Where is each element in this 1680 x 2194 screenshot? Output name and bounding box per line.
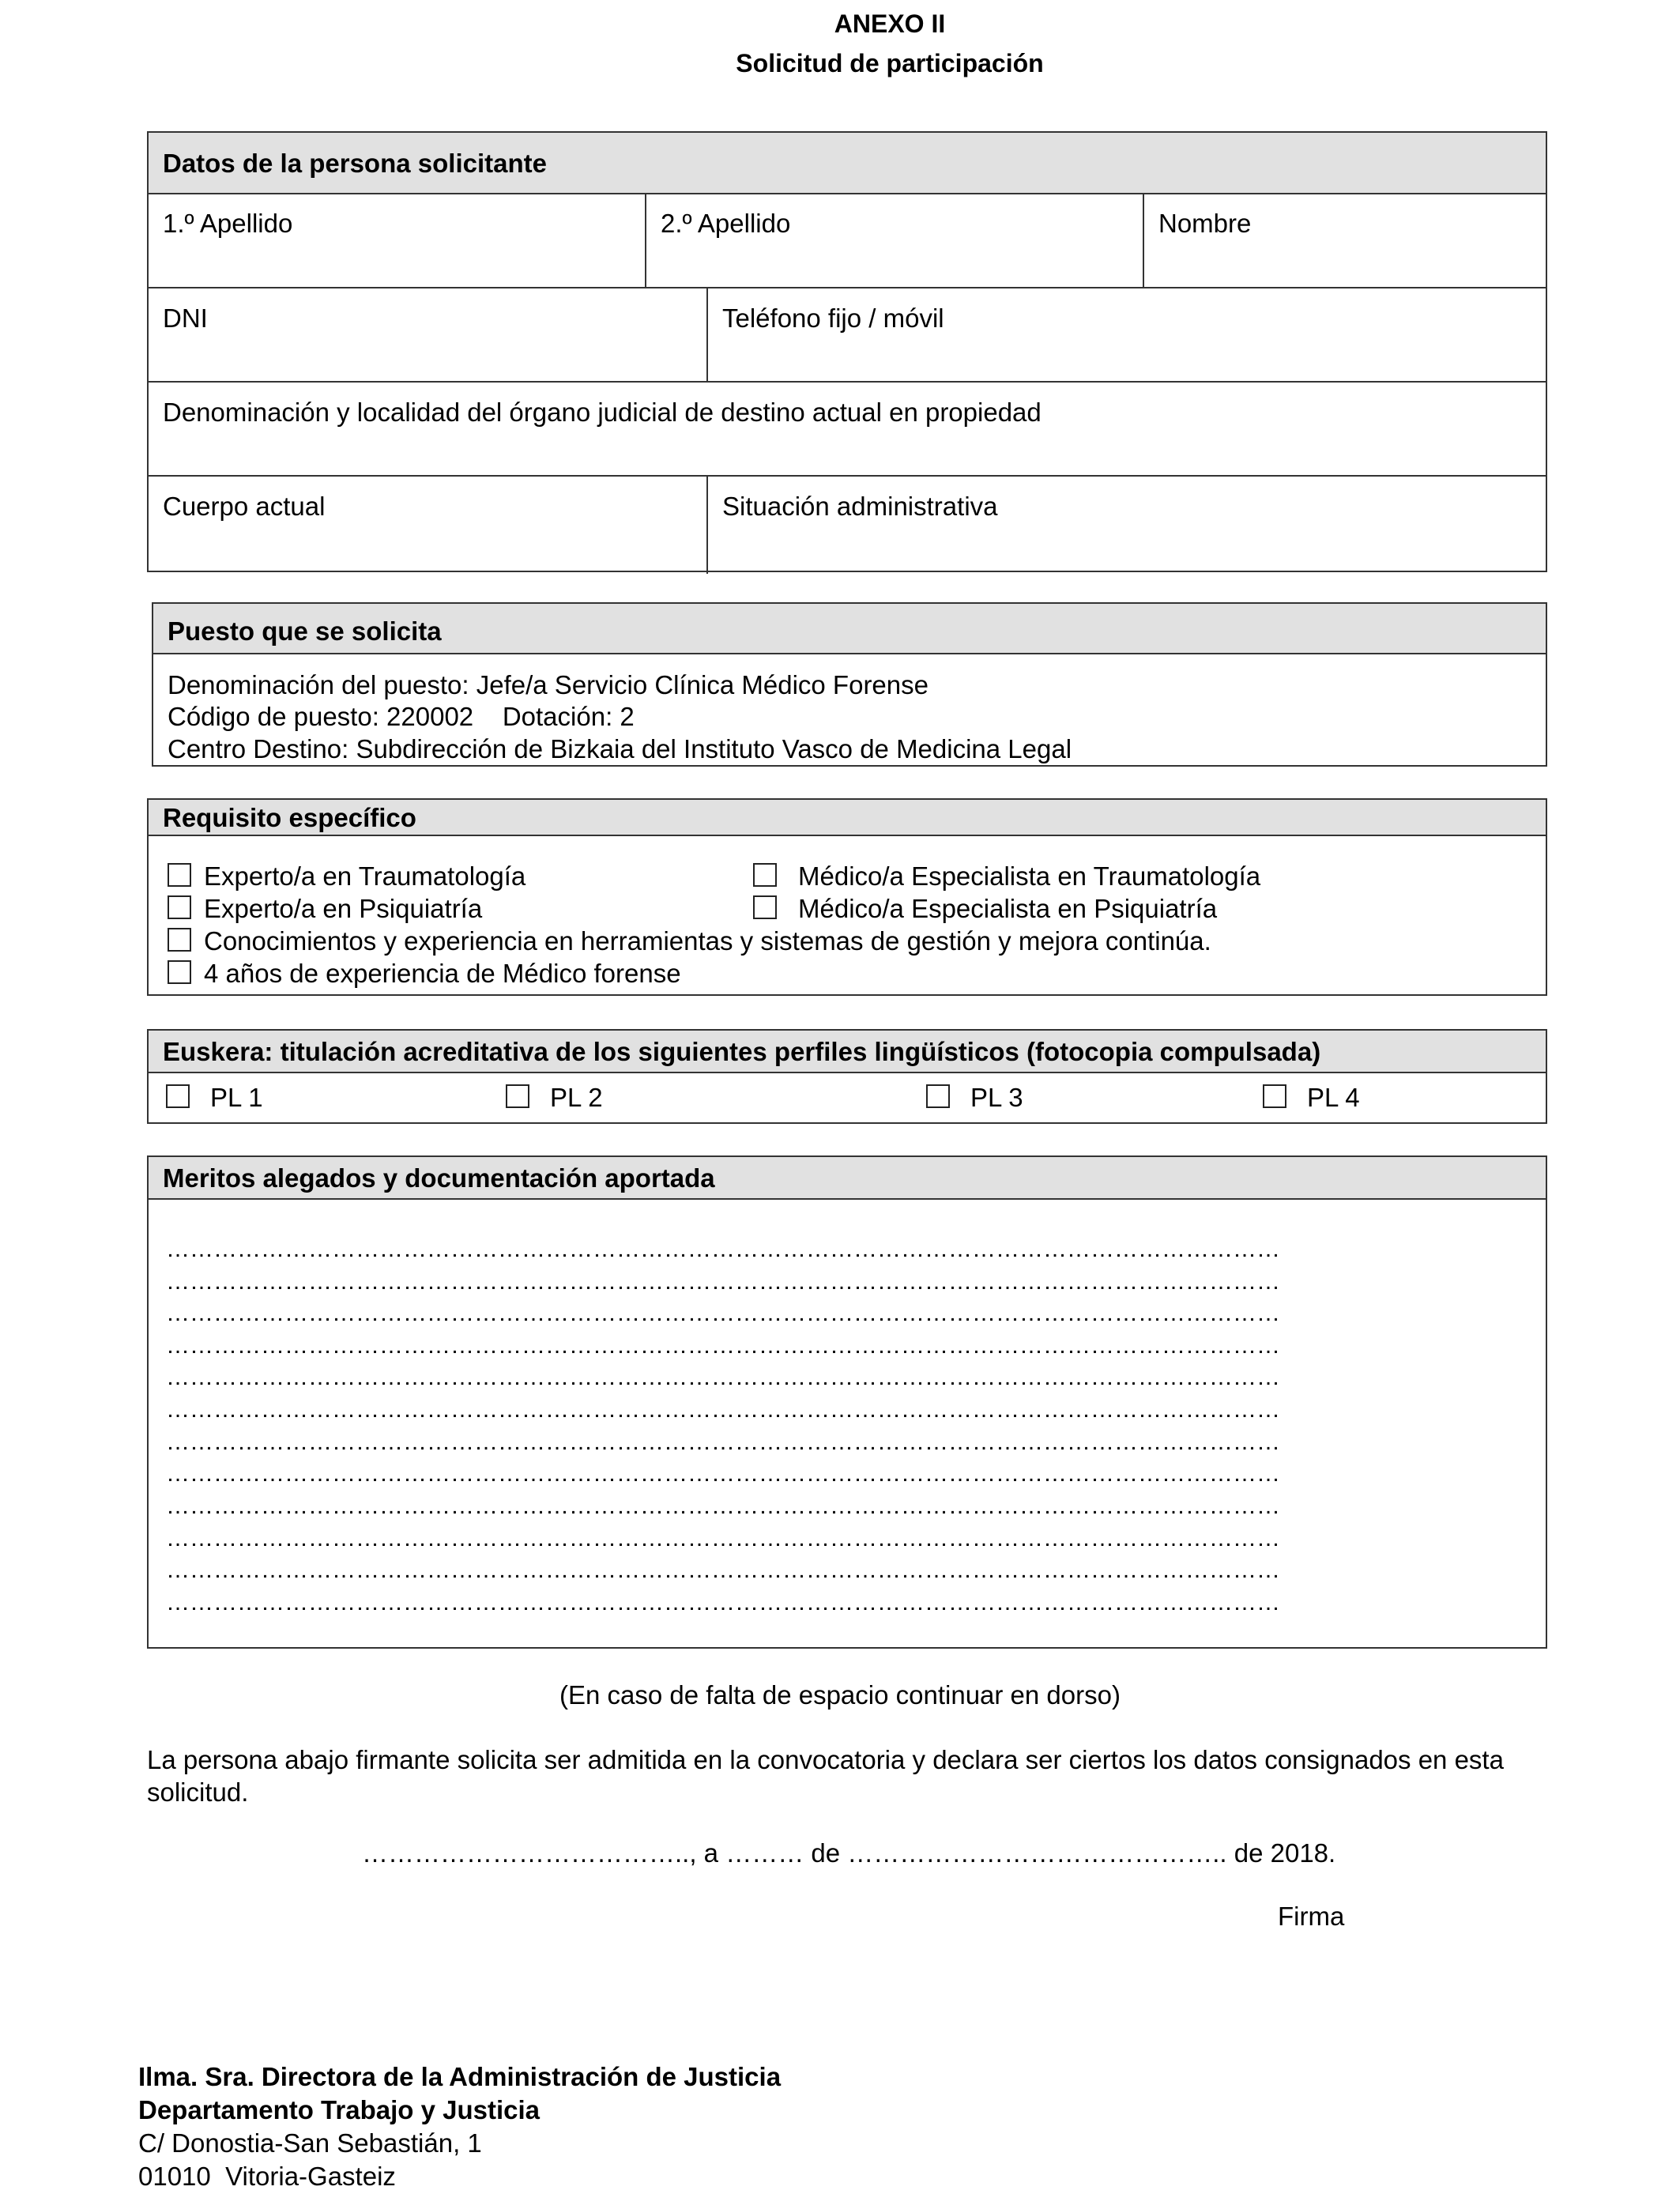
surname2-label: 2.º Apellido	[661, 209, 791, 238]
checkbox-management-experience[interactable]	[168, 928, 191, 952]
merits-dotted-line: ……………………………………………………………………………………………………………………………	[166, 1525, 1280, 1551]
position-center: Centro Destino: Subdirección de Bizkaia del Instituto Vasco de Medicina Legal	[168, 734, 1072, 763]
merits-dotted-line: ……………………………………………………………………………………………………………………………	[166, 1364, 1280, 1390]
phone-field[interactable]	[708, 288, 1547, 381]
merits-dotted-line: ……………………………………………………………………………………………………………………………	[166, 1557, 1280, 1583]
checkbox-pl1[interactable]	[166, 1084, 190, 1108]
status-field[interactable]	[708, 476, 1547, 571]
surname1-label: 1.º Apellido	[163, 209, 293, 238]
phone-label: Teléfono fijo / móvil	[722, 303, 944, 333]
trauma-expert-label: Experto/a en Traumatología	[204, 861, 526, 891]
addressee-street: C/ Donostia-San Sebastián, 1	[138, 2128, 482, 2158]
merits-dotted-line: ……………………………………………………………………………………………………………………………	[166, 1429, 1280, 1455]
signature-label: Firma	[1278, 1902, 1345, 1931]
position-section	[152, 602, 1547, 767]
applicant-section	[147, 131, 1547, 572]
form-subtitle: Solicitud de participación	[736, 49, 1044, 77]
addressee-block	[138, 2060, 781, 2193]
position-name: Denominación del puesto: Jefe/a Servicio Clínica Médico Forense	[168, 670, 929, 699]
merits-dotted-line: ……………………………………………………………………………………………………………………………	[166, 1269, 1280, 1295]
management-experience-label: Conocimientos y experiencia en herramientas y sistemas de gestión y mejora continúa.	[204, 926, 1211, 956]
euskera-heading: Euskera: titulación acreditativa de los siguientes perfiles lingüísticos (fotocopia compulsada)	[149, 1031, 1546, 1073]
requirement-heading: Requisito específico	[149, 800, 1546, 836]
merits-dotted-line: ……………………………………………………………………………………………………………………………	[166, 1333, 1280, 1359]
psych-expert-label: Experto/a en Psiquiatría	[204, 894, 483, 923]
declaration-text: La persona abajo firmante solicita ser admitida en la convocatoria y declara ser ciertos los datos consignados en esta solicitud.	[147, 1745, 1504, 1807]
status-label: Situación administrativa	[722, 492, 998, 521]
checkbox-trauma-specialist[interactable]	[753, 863, 777, 887]
addressee-department: Departamento Trabajo y Justicia	[138, 2095, 541, 2124]
checkbox-pl4[interactable]	[1263, 1084, 1286, 1108]
merits-dotted-line: ……………………………………………………………………………………………………………………………	[166, 1589, 1280, 1615]
checkbox-pl3[interactable]	[926, 1084, 950, 1108]
trauma-specialist-label: Médico/a Especialista en Traumatología	[798, 861, 1261, 891]
addressee-title: Ilma. Sra. Directora de la Administración de Justicia	[138, 2062, 782, 2091]
body-field[interactable]	[149, 476, 706, 571]
checkbox-trauma-expert[interactable]	[168, 863, 191, 887]
checkbox-psych-expert[interactable]	[168, 895, 191, 919]
checkbox-pl2[interactable]	[506, 1084, 529, 1108]
merits-dotted-line: ……………………………………………………………………………………………………………………………	[166, 1397, 1280, 1423]
addressee-city: 01010 Vitoria-Gasteiz	[138, 2162, 396, 2191]
date-line: ……………………………….., a ……… de …………………………………….. de 2018.	[362, 1838, 1336, 1868]
checkbox-forensic-experience[interactable]	[168, 960, 191, 984]
merits-dotted-line: ……………………………………………………………………………………………………………………………	[166, 1461, 1280, 1487]
merits-dotted-line: ……………………………………………………………………………………………………………………………	[166, 1493, 1280, 1519]
applicant-heading: Datos de la persona solicitante	[149, 133, 1546, 194]
checkbox-psych-specialist[interactable]	[753, 895, 777, 919]
pl3-label: PL 3	[970, 1083, 1023, 1112]
position-code: Código de puesto: 220002 Dotación: 2	[168, 702, 635, 731]
pl2-label: PL 2	[550, 1083, 603, 1112]
euskera-section	[147, 1029, 1547, 1124]
merits-dotted-line: ……………………………………………………………………………………………………………………………	[166, 1300, 1280, 1326]
merits-section	[147, 1155, 1547, 1649]
space-note: (En caso de falta de espacio continuar en dorso)	[559, 1680, 1121, 1710]
court-field[interactable]	[149, 382, 1547, 475]
forensic-experience-label: 4 años de experiencia de Médico forense	[204, 959, 681, 988]
name-label: Nombre	[1158, 209, 1252, 238]
merits-dotted-line: ……………………………………………………………………………………………………………………………	[166, 1236, 1280, 1262]
annex-title: ANEXO II	[834, 9, 946, 38]
court-label: Denominación y localidad del órgano judicial de destino actual en propiedad	[163, 398, 1042, 427]
pl4-label: PL 4	[1307, 1083, 1360, 1112]
dni-field[interactable]	[149, 288, 706, 381]
body-label: Cuerpo actual	[163, 492, 326, 521]
surname2-field[interactable]	[646, 193, 1143, 287]
position-heading: Puesto que se solicita	[153, 604, 1546, 654]
psych-specialist-label: Médico/a Especialista en Psiquiatría	[798, 894, 1218, 923]
pl1-label: PL 1	[210, 1083, 263, 1112]
requirement-section	[147, 798, 1547, 996]
dni-label: DNI	[163, 303, 208, 333]
name-field[interactable]	[1144, 193, 1547, 287]
merits-heading: Meritos alegados y documentación aportada	[149, 1157, 1546, 1200]
surname1-field[interactable]	[149, 193, 645, 287]
